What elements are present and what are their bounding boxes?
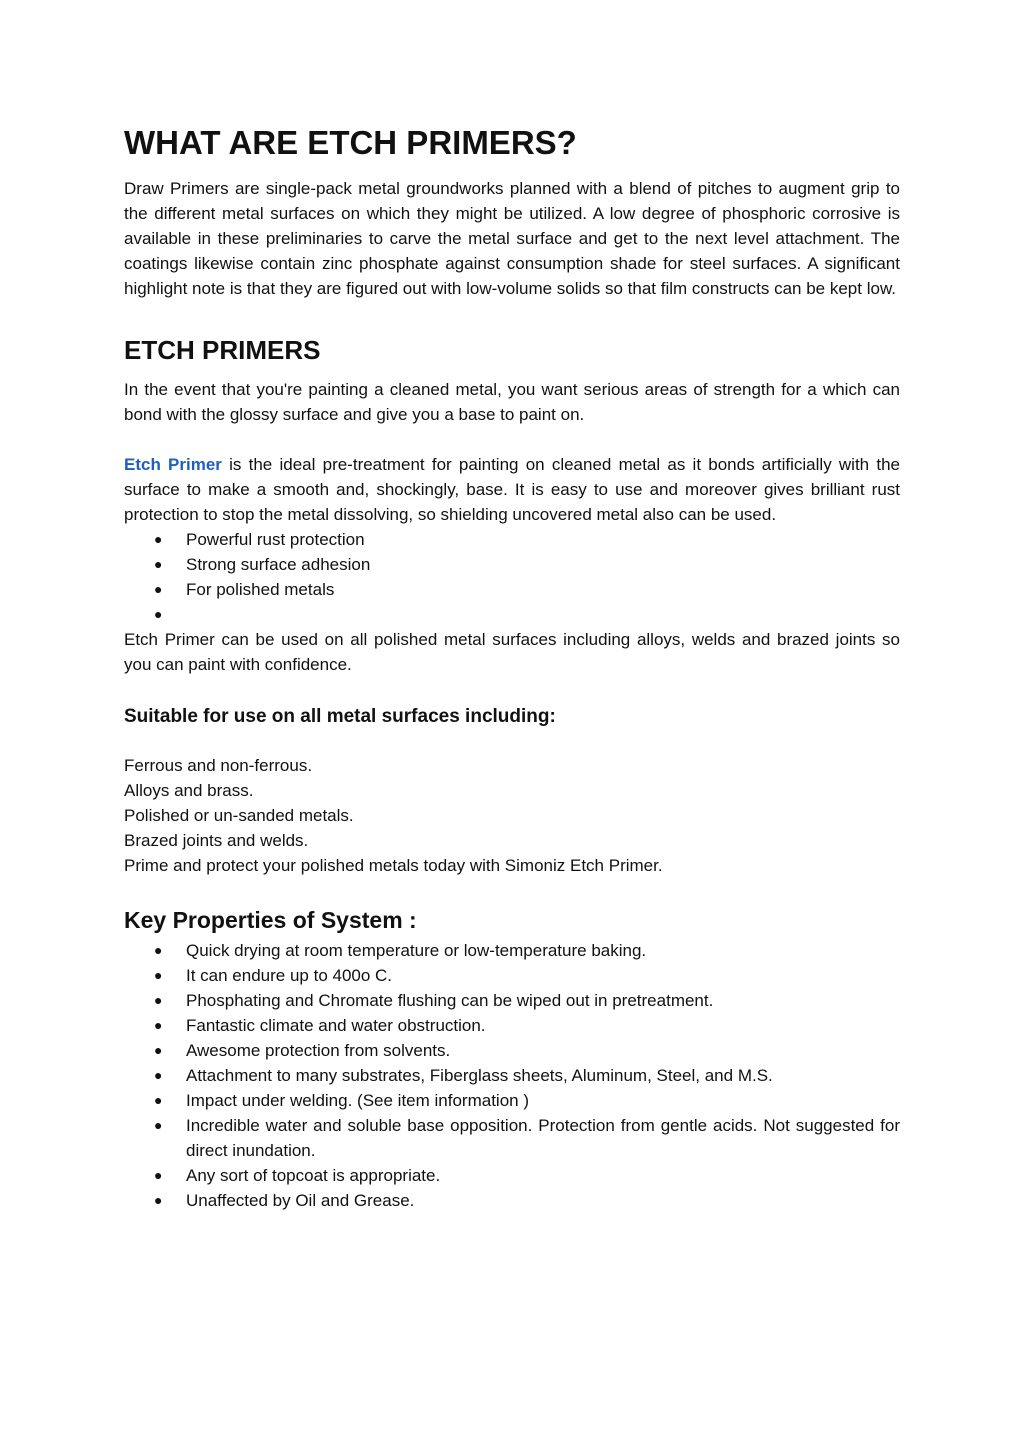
list-item — [124, 602, 900, 627]
bullet-icon: ● — [154, 556, 163, 572]
list-item: ● Attachment to many substrates, Fiberglass sheets, Aluminum, Steel, and M.S. — [124, 1063, 900, 1088]
bullet-icon: ● — [154, 606, 163, 622]
bullet-icon: ● — [154, 967, 163, 983]
bullet-icon: ● — [154, 992, 163, 1008]
list-item: ● Incredible water and soluble base opposition. Protection from gentle acids. Not suggested for direct inundation. — [124, 1113, 900, 1163]
features-list — [124, 527, 900, 627]
intro-paragraph: Draw Primers are single-pack metal groundworks planned with a blend of pitches to augment grip to the different metal surfaces on which they might be utilized. A low degree of phosphoric corrosive is available in these preliminaries to carve the metal surface and get to the next level attachment. The coatings likewise contain zinc phosphate against consumption shade for steel surfaces. A significant highlight note is that they are figured out with low-volume solids so that film constructs can be kept low. — [124, 179, 900, 298]
bullet-icon: ● — [154, 1042, 163, 1058]
list-item: ● Phosphating and Chromate flushing can be wiped out in pretreatment. — [124, 988, 900, 1013]
key-properties-heading: Key Properties of System : — [124, 907, 417, 933]
list-item: ● Awesome protection from solvents. — [124, 1038, 900, 1063]
suitable-heading: Suitable for use on all metal surfaces including: — [124, 706, 556, 727]
key-properties-list — [124, 938, 900, 1213]
list-item: ● It can endure up to 400o C. — [124, 963, 900, 988]
bullet-icon: ● — [154, 942, 163, 958]
bullet-icon: ● — [154, 1067, 163, 1083]
page-title: WHAT ARE ETCH PRIMERS? — [124, 124, 577, 161]
document-page — [124, 118, 900, 1213]
list-item: ● Any sort of topcoat is appropriate. — [124, 1163, 900, 1188]
suitable-line: Alloys and brass. — [124, 781, 254, 800]
list-item: ● Unaffected by Oil and Grease. — [124, 1188, 900, 1213]
suitable-line: Polished or un-sanded metals. — [124, 806, 354, 825]
etch-primer-link[interactable]: Etch Primer — [124, 455, 222, 474]
bullet-icon: ● — [154, 1017, 163, 1033]
list-item: ● Powerful rust protection — [124, 527, 900, 552]
list-item: ● Quick drying at room temperature or low-temperature baking. — [124, 938, 900, 963]
etch-paragraph-3: Etch Primer can be used on all polished metal surfaces including alloys, welds and brazed joints so you can paint with confidence. — [124, 630, 900, 674]
bullet-icon: ● — [154, 1092, 163, 1108]
list-item: ● For polished metals — [124, 577, 900, 602]
list-item: ● Strong surface adhesion — [124, 552, 900, 577]
bullet-icon: ● — [154, 1117, 163, 1133]
list-item: ● Impact under welding. (See item information ) — [124, 1088, 900, 1113]
etch-paragraph-2-text: is the ideal pre-treatment for painting on cleaned metal as it bonds artificially with the surface to make a smooth and, shockingly, base. It is easy to use and moreover gives brilliant rust protection to stop the metal dissolving, so shielding uncovered metal also can be used. — [124, 455, 900, 524]
etch-paragraph-1: In the event that you're painting a cleaned metal, you want serious areas of strength for a which can bond with the glossy surface and give you a base to paint on. — [124, 380, 900, 424]
suitable-lines — [124, 753, 900, 878]
bullet-icon: ● — [154, 531, 163, 547]
bullet-icon: ● — [154, 1167, 163, 1183]
suitable-line: Ferrous and non-ferrous. — [124, 756, 313, 775]
bullet-icon: ● — [154, 1192, 163, 1208]
bullet-icon: ● — [154, 581, 163, 597]
suitable-line: Prime and protect your polished metals today with Simoniz Etch Primer. — [124, 856, 663, 875]
suitable-line: Brazed joints and welds. — [124, 831, 309, 850]
etch-paragraph-2 — [124, 452, 900, 527]
section-heading-etch-primers: ETCH PRIMERS — [124, 335, 321, 365]
list-item: ● Fantastic climate and water obstruction. — [124, 1013, 900, 1038]
